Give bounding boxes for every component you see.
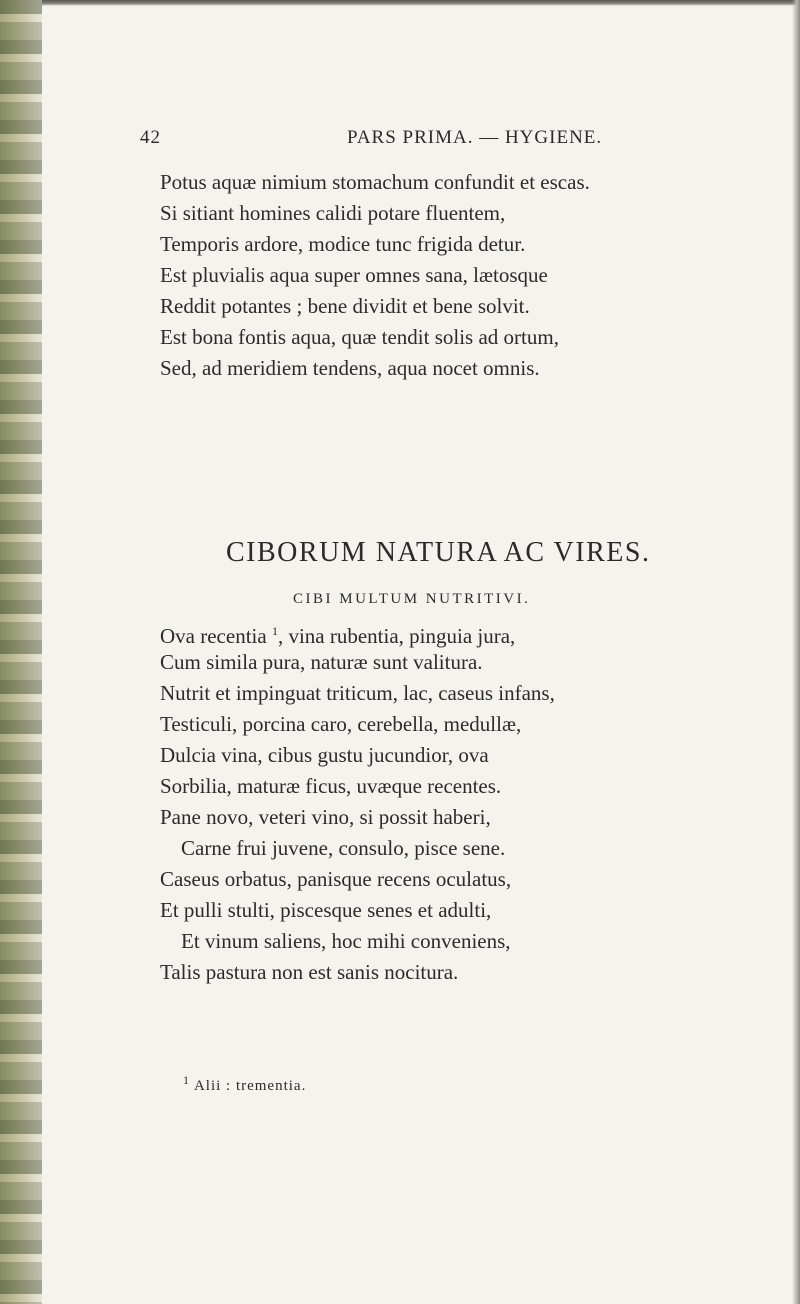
main-poem	[160, 616, 800, 988]
footnote-text: Alii : trementia.	[193, 1078, 307, 1094]
footnote	[183, 1073, 306, 1095]
poem-line: Cum simila pura, naturæ sunt valitura.	[160, 650, 483, 674]
poem-line: Et vinum saliens, hoc mihi conveniens,	[181, 929, 511, 953]
page-binding-edge	[0, 0, 42, 1304]
poem-line-end: , vina rubentia, pinguia jura,	[277, 624, 516, 648]
poem-line: Talis pastura non est sanis nocitura.	[160, 960, 459, 984]
footnote-number: 1	[183, 1073, 190, 1087]
poem-line: Carne frui juvene, consulo, pisce sene.	[181, 836, 506, 860]
poem-line: Sed, ad meridiem tendens, aqua nocet omnis.	[160, 356, 540, 380]
poem-line: Dulcia vina, cibus gustu jucundior, ova	[160, 743, 489, 767]
poem-lines	[160, 647, 800, 988]
poem-line: Nutrit et impinguat triticum, lac, caseus infans,	[160, 681, 555, 705]
page-top-edge	[0, 0, 800, 6]
section-subtitle: CIBI MULTUM NUTRITIVI.	[293, 591, 531, 607]
poem-line: Potus aquæ nimium stomachum confundit et escas.	[160, 170, 590, 194]
section-title: CIBORUM NATURA AC VIRES.	[226, 537, 651, 568]
page-number: 42	[140, 127, 161, 148]
intro-poem	[160, 167, 800, 384]
poem-line-first	[160, 616, 800, 647]
poem-line: Sorbilia, maturæ ficus, uvæque recentes.	[160, 774, 502, 798]
poem-line-start: Ova recentia	[160, 624, 272, 648]
poem-line: Est pluvialis aqua super omnes sana, lætosque	[160, 263, 548, 287]
poem-line: Temporis ardore, modice tunc frigida detur.	[160, 232, 526, 256]
poem-line: Testiculi, porcina caro, cerebella, medullæ,	[160, 712, 522, 736]
poem-line: Si sitiant homines calidi potare fluentem,	[160, 201, 506, 225]
poem-line: Est bona fontis aqua, quæ tendit solis ad ortum,	[160, 325, 559, 349]
poem-line: Pane novo, veteri vino, si possit haberi,	[160, 805, 491, 829]
poem-line: Reddit potantes ; bene dividit et bene solvit.	[160, 294, 530, 318]
poem-line: Et pulli stulti, piscesque senes et adulti,	[160, 898, 492, 922]
running-header	[140, 127, 660, 151]
running-title: PARS PRIMA. — HYGIENE.	[347, 127, 603, 148]
poem-line: Caseus orbatus, panisque recens oculatus,	[160, 867, 512, 891]
footnote-marker: 1	[271, 624, 278, 638]
